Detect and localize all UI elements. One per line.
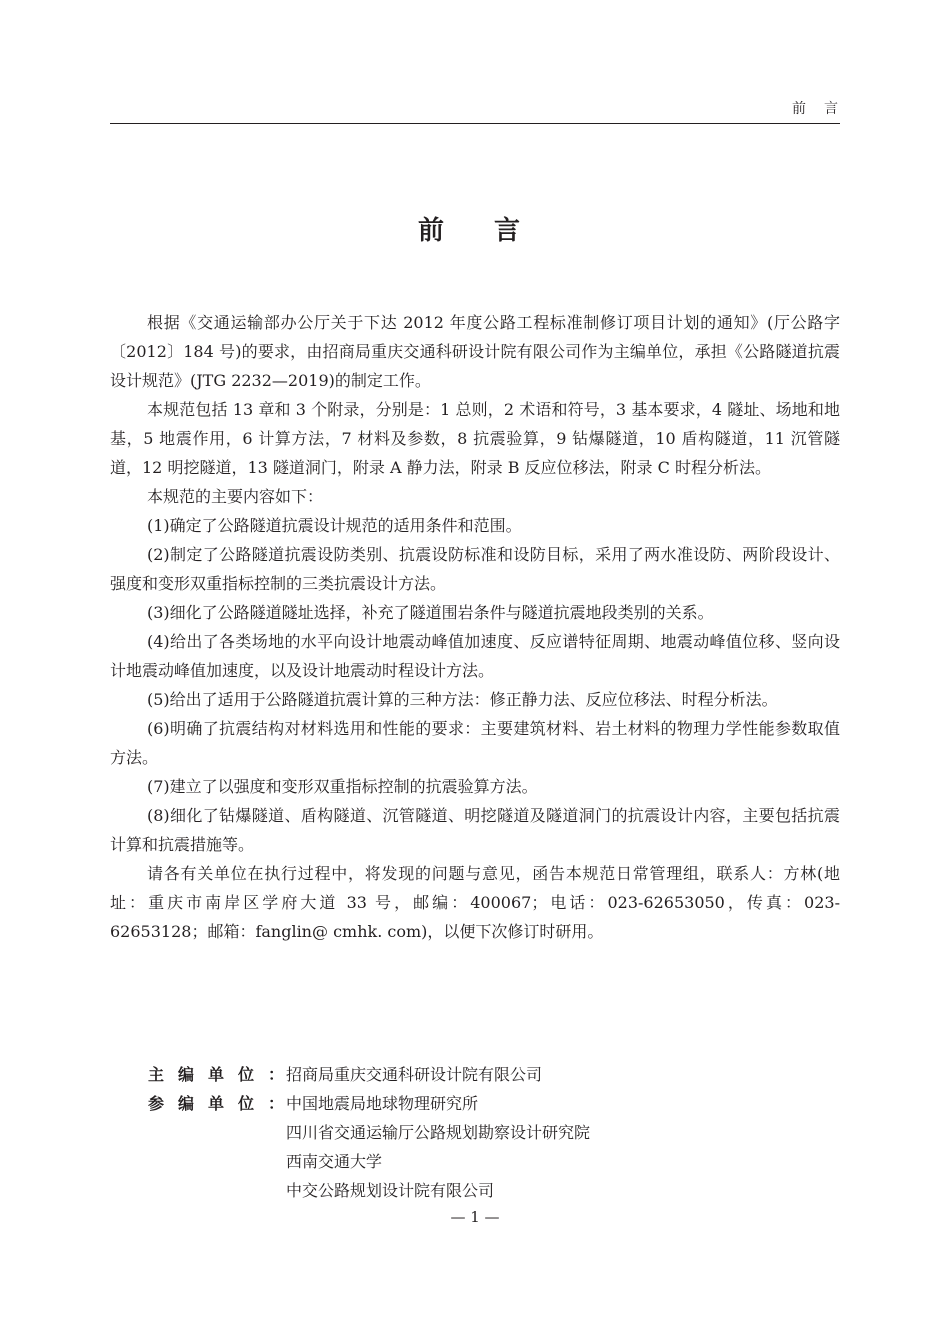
paragraph-item-8: (8)细化了钻爆隧道、盾构隧道、沉管隧道、明挖隧道及隧道洞门的抗震设计内容，主要包括抗震计算和抗震措施等。 [110, 806, 840, 854]
paragraph-item-3: (3)细化了公路隧道隧址选择，补充了隧道围岩条件与隧道抗震地段类别的关系。 [147, 603, 714, 622]
page-title: 前 言 [417, 216, 532, 246]
preface-body [110, 308, 840, 946]
participating-units-row [148, 1089, 840, 1205]
page-number: — 1 — [450, 1208, 500, 1226]
participating-unit: 中国地震局地球物理研究所 [286, 1094, 479, 1113]
paragraph-contact: 请各有关单位在执行过程中，将发现的问题与意见，函告本规范日常管理组，联系人：方林(地址：重庆市南岸区学府大道 33 号，邮编：400067；电话：023-62653050，传真：023-62653128；邮箱：fanglin@ cmhk. com)，以便下次修订时研用。 [110, 864, 840, 941]
paragraph-item-5: (5)给出了适用于公路隧道抗震计算的三种方法：修正静力法、反应位移法、时程分析法。 [147, 690, 778, 709]
paragraph-item-4: (4)给出了各类场地的水平向设计地震动峰值加速度、反应谱特征周期、地震动峰值位移、竖向设计地震动峰值加速度，以及设计地震动时程设计方法。 [110, 632, 840, 680]
chief-unit-row [148, 1060, 840, 1089]
paragraph-item-2: (2)制定了公路隧道抗震设防类别、抗震设防标准和设防目标，采用了两水准设防、两阶段设计、强度和变形双重指标控制的三类抗震设计方法。 [110, 545, 840, 593]
header-rule [110, 123, 840, 124]
paragraph-structure: 本规范包括 13 章和 3 个附录，分别是：1 总则，2 术语和符号，3 基本要求，4 隧址、场地和地基，5 地震作用，6 计算方法，7 材料及参数，8 抗震验算，9 钻爆隧道，10 盾构隧道，11 沉管隧道，12 明挖隧道，13 隧道洞门，附录 A 静力法，附录 B 反应位移法，附录 C 时程分析法。 [110, 400, 840, 477]
paragraph-basis: 根据《交通运输部办公厅关于下达 2012 年度公路工程标准制修订项目计划的通知》(厅公路字〔2012〕184 号)的要求，由招商局重庆交通科研设计院有限公司作为主编单位，承担《公路隧道抗震设计规范》(JTG 2232—2019)的制定工作。 [110, 313, 840, 390]
paragraph-item-1: (1)确定了公路隧道抗震设计规范的适用条件和范围。 [147, 516, 522, 535]
participating-unit: 四川省交通运输厅公路规划勘察设计研究院 [286, 1123, 591, 1142]
paragraph-main-content-intro: 本规范的主要内容如下： [147, 487, 324, 506]
running-header: 前 言 [792, 101, 840, 117]
participating-unit: 中交公路规划设计院有限公司 [286, 1181, 495, 1200]
paragraph-item-6: (6)明确了抗震结构对材料选用和性能的要求：主要建筑材料、岩土材料的物理力学性能参数取值方法。 [110, 719, 840, 767]
chief-unit-label: 主编单位： [148, 1065, 284, 1084]
paragraph-item-7: (7)建立了以强度和变形双重指标控制的抗震验算方法。 [147, 777, 538, 796]
participating-units-label: 参编单位： [148, 1094, 284, 1113]
units-list [148, 1060, 840, 1205]
participating-unit: 西南交通大学 [286, 1152, 383, 1171]
chief-unit: 招商局重庆交通科研设计院有限公司 [286, 1065, 543, 1084]
